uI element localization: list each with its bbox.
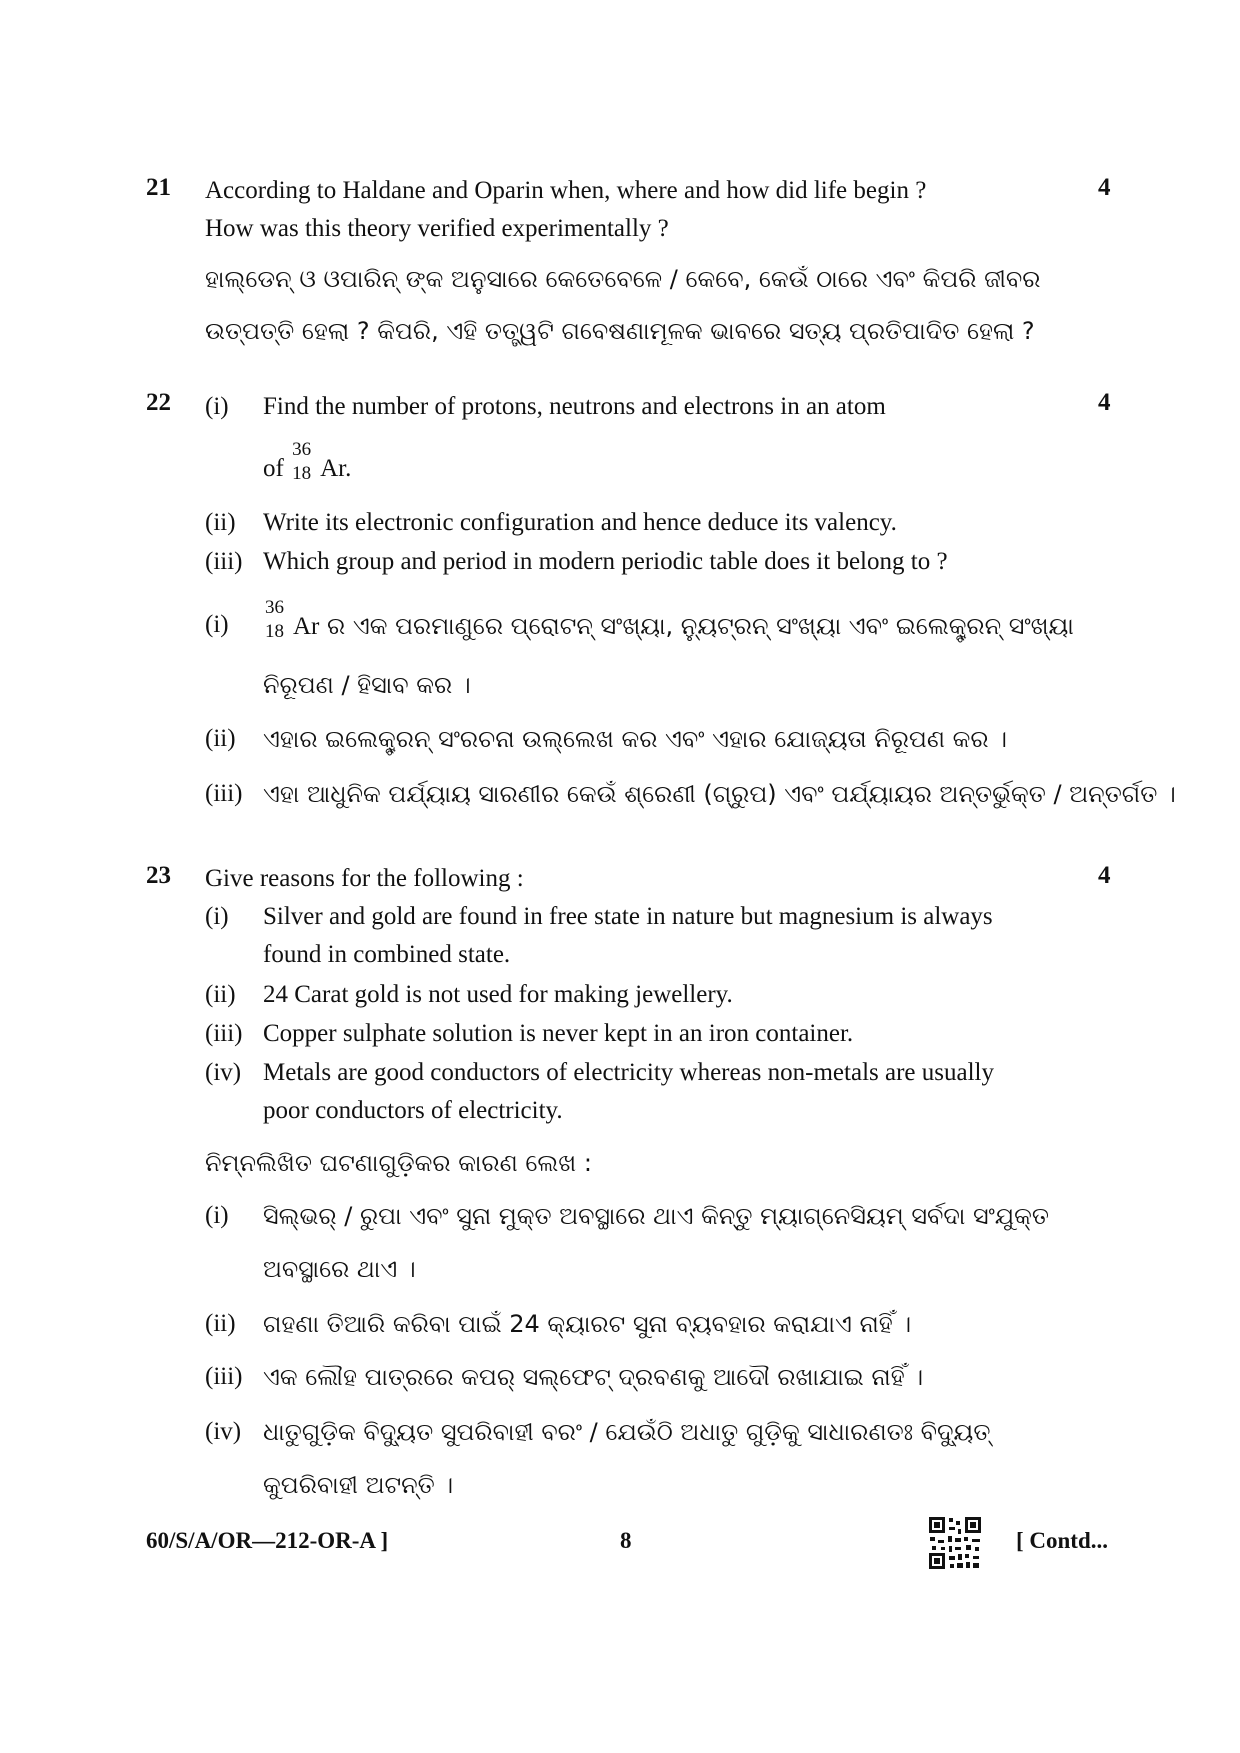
q21-en-line1: According to Haldane and Oparin when, where and how did life begin ?	[205, 177, 927, 204]
page-number: 8	[620, 1528, 632, 1553]
q22-od-ii: ଏହାର ଇଲେକ୍ଟ୍ରନ୍ ସଂରଚନା ଉଲ୍ଲେଖ କର ଏବଂ ଏହାର ଯୋଜ୍ୟତା ନିରୂପଣ କର ।	[263, 725, 1008, 753]
q22-en-iii: Which group and period in modern periodic table does it belong to ?	[263, 548, 948, 575]
q22-en-i-line1: Find the number of protons, neutrons and electrons in an atom	[263, 393, 886, 420]
q22-en-i-line2	[263, 439, 352, 488]
q23-od-iii: ଏକ ଲୌହ ପାତ୍ରରେ କପର୍ ସଲ୍‌ଫେଟ୍ ଦ୍ରବଣକୁ ଆଦୌ ରଖାଯାଇ ନାହିଁ ।	[263, 1363, 924, 1391]
q22-en-i-of: of	[263, 455, 284, 482]
marks-23: 4	[1098, 862, 1111, 889]
q23-en-ii: 24 Carat gold is not used for making jewellery.	[263, 981, 733, 1008]
q22-en-i-label: (i)	[205, 393, 229, 420]
marks-21: 4	[1098, 174, 1111, 201]
q22-en-ii: Write its electronic configuration and hence deduce its valency.	[263, 509, 897, 536]
q23-od-i-label: (i)	[205, 1202, 229, 1229]
isotope-symbol-od: Ar	[293, 613, 320, 640]
q23-en-i-line2: found in combined state.	[263, 941, 511, 968]
qr-code-graphic	[928, 1516, 982, 1570]
q23-en-iii-label: (iii)	[205, 1020, 243, 1047]
paper-code: 60/S/A/OR—212-OR-A ]	[146, 1528, 389, 1553]
q23-od-iv-line1: ଧାତୁଗୁଡ଼ିକ ବିଦ୍ୟୁତ ସୁପରିବାହୀ ବରଂ / ଯେଉଁଠି ଅଧାତୁ ଗୁଡ଼ିକୁ ସାଧାରଣତଃ ବିଦ୍ୟୁତ୍	[263, 1418, 991, 1446]
q23-en-iv-line1: Metals are good conductors of electricity whereas non-metals are usually	[263, 1059, 994, 1086]
q22-od-i-text: ର ଏକ ପରମାଣୁରେ ପ୍ରୋଟନ୍ ସଂଖ୍ୟା, ନ୍ୟୁଟ୍ରନ୍ ସଂଖ୍ୟା ଏବଂ ଇଲେକ୍ଟ୍ରନ୍ ସଂଖ୍ୟା	[327, 612, 1074, 640]
q21-od-line2: ଉତ୍ପତ୍ତି ହେଲା ? କିପରି, ଏହି ତତ୍ତ୍ୱଟି ଗବେଷଣାମୂଳକ ଭାବରେ ସତ୍ୟ ପ୍ରତିପାଦିତ ହେଲା ?	[205, 317, 1035, 345]
isotope-argon	[290, 439, 320, 486]
q23-en-ii-label: (ii)	[205, 981, 236, 1008]
q23-od-i-line2: ଅବସ୍ଥାରେ ଥାଏ ।	[263, 1255, 416, 1283]
q23-en-iv-label: (iv)	[205, 1059, 242, 1086]
q22-en-ii-label: (ii)	[205, 509, 236, 536]
q23-en-iii: Copper sulphate solution is never kept in an iron container.	[263, 1020, 854, 1047]
q22-od-i-line1	[263, 597, 1074, 646]
isotope-atomic-number-od: 18	[265, 621, 284, 642]
question-number-22: 22	[146, 389, 171, 416]
q23-od-ii: ଗହଣା ତିଆରି କରିବା ପାଇଁ 24 କ୍ୟାରଟ ସୁନା ବ୍ୟବହାର କରାଯାଏ ନାହିଁ ।	[263, 1310, 912, 1338]
isotope-mass-number: 36	[292, 439, 312, 460]
q23-en-i-label: (i)	[205, 903, 229, 930]
q22-od-iii-label: (iii)	[205, 780, 243, 807]
q22-od-i-label: (i)	[205, 611, 229, 638]
q22-od-ii-label: (ii)	[205, 725, 236, 752]
q23-od-iv-label: (iv)	[205, 1418, 242, 1445]
q22-en-iii-label: (iii)	[205, 548, 243, 575]
q22-en-i-end: .	[345, 455, 352, 482]
q23-en-i-line1: Silver and gold are found in free state in nature but magnesium is always	[263, 903, 993, 930]
isotope-argon-od	[263, 597, 293, 644]
q23-od-iii-label: (iii)	[205, 1363, 243, 1390]
isotope-mass-number-od: 36	[265, 597, 284, 618]
question-number-23: 23	[146, 862, 171, 889]
q23-od-iv-line2: କୁପରିବାହୀ ଅଟନ୍ତି ।	[263, 1471, 454, 1499]
q23-en-iv-line2: poor conductors of electricity.	[263, 1097, 563, 1124]
q21-en-line2: How was this theory verified experimentally ?	[205, 215, 669, 242]
question-number-21: 21	[146, 174, 171, 201]
q23-od-ii-label: (ii)	[205, 1310, 236, 1337]
isotope-atomic-number: 18	[292, 463, 312, 484]
qr-code-icon	[928, 1516, 982, 1570]
q22-od-iii: ଏହା ଆଧୁନିକ ପର୍ଯ୍ୟାୟ ସାରଣୀର କେଉଁ ଶ୍ରେଣୀ (ଗ୍ରୁପ) ଏବଂ ପର୍ଯ୍ୟାୟର ଅନ୍ତର୍ଭୁକ୍ତ / ଅନ୍ତର୍ଗତ ।	[263, 780, 1176, 808]
q22-od-i-line2: ନିରୂପଣ / ହିସାବ କର ।	[263, 671, 471, 699]
q23-od-intro: ନିମ୍ନଲିଖିତ ଘଟଣାଗୁଡ଼ିକର କାରଣ ଲେଖ :	[205, 1149, 592, 1177]
marks-22: 4	[1098, 389, 1111, 416]
continued-label: [ Contd...	[1016, 1528, 1109, 1553]
q23-od-i-line1: ସିଲ୍‌ଭର୍ / ରୁପା ଏବଂ ସୁନା ମୁକ୍ତ ଅବସ୍ଥାରେ ଥାଏ କିନ୍ତୁ ମ୍ୟାଗ୍‌ନେସିୟମ୍ ସର୍ବଦା ସଂଯୁକ୍ତ	[263, 1202, 1050, 1230]
isotope-symbol: Ar	[320, 455, 346, 482]
q21-od-line1: ହାଲ୍ଡେନ୍ ଓ ଓପାରିନ୍ ଙ୍କ ଅନୁସାରେ କେତେବେଳେ / କେବେ, କେଉଁ ଠାରେ ଏବଂ କିପରି ଜୀବର	[205, 265, 1041, 293]
q23-intro: Give reasons for the following :	[205, 865, 524, 892]
